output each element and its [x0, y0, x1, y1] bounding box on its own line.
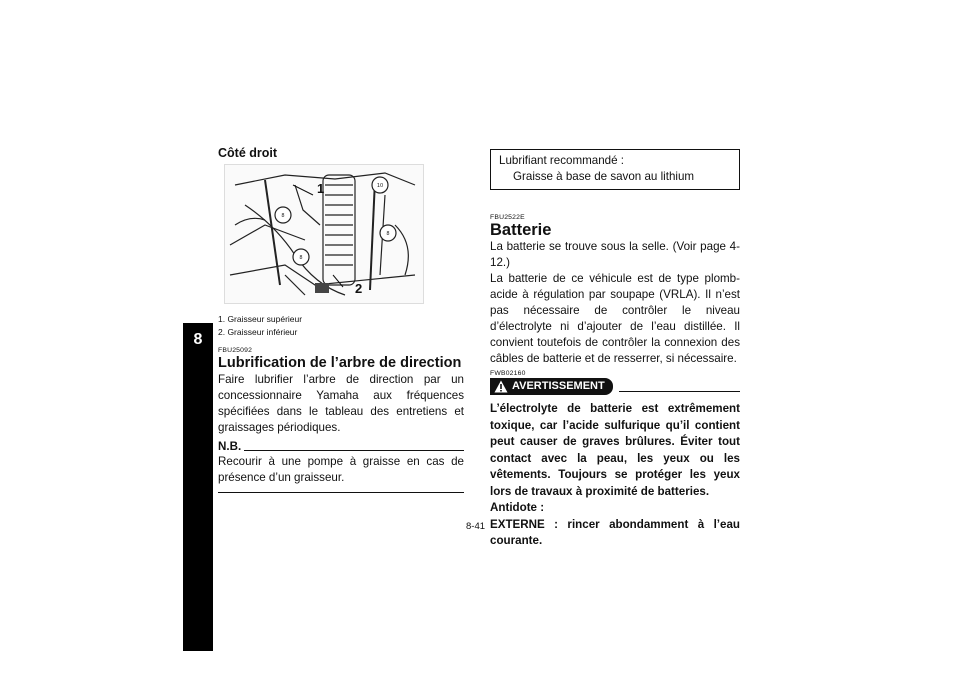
warning-rule [619, 391, 740, 392]
note-end-rule [218, 492, 464, 493]
battery-location-text: La batterie se trouve sous la selle. (Voir page 4-12.) [490, 240, 740, 269]
figure-legend [218, 313, 464, 339]
section-code: FBU25092 [218, 347, 253, 354]
warning-text: L’électrolyte de batterie est extrêmement toxique, car l’acide sulfurique qu’il contient peut causer de graves brûlures. Éviter tout contact avec la peau, les yeux ou les vêtements. Toujours se protéger les yeux lors de travaux à proximité de batteries. [490, 402, 740, 498]
lubricant-value: Graisse à base de savon au lithium [513, 170, 695, 183]
note-text: Recourir à une pompe à graisse en cas de présence d’un graisseur. [218, 455, 464, 484]
svg-text:8: 8 [386, 231, 390, 237]
section-title: Lubrification de l’arbre de direction [218, 355, 462, 371]
section-code: FBU2522E [490, 214, 525, 221]
lubricant-label: Lubrifiant recommandé : [499, 154, 625, 167]
svg-text:8: 8 [281, 213, 285, 219]
warning-code: FWB02160 [490, 370, 526, 377]
svg-text:8: 8 [299, 255, 303, 261]
lubricant-box [490, 149, 740, 190]
note-header [218, 440, 464, 454]
callout-2: 2 [355, 281, 363, 296]
warning-label: AVERTISSEMENT [512, 380, 605, 392]
warning-header [490, 378, 740, 395]
antidote-text: EXTERNE : rincer abondamment à l’eau courante. [490, 517, 740, 547]
figure-caption: Côté droit [218, 146, 278, 160]
section-body: Faire lubrifier l’arbre de direction par un concessionnaire Yamaha aux fréquences spécifiées dans le tableau des entretiens et graissages périodiques. [218, 373, 464, 434]
note-rule [244, 450, 464, 451]
svg-text:10: 10 [376, 183, 384, 189]
page-number: 8-41 [466, 521, 486, 532]
right-column [490, 140, 740, 550]
legend-item: 2. Graisseur inférieur [218, 327, 298, 337]
steering-grease-fittings-illustration [224, 164, 424, 304]
section-title: Batterie [490, 221, 552, 239]
warning-triangle-icon [494, 380, 508, 393]
antidote-label: Antidote : [490, 501, 545, 514]
note-label: N.B. [218, 440, 242, 453]
battery-type-text: La batterie de ce véhicule est de type plomb-acide à régulation par soupape (VRLA). Il n’est pas nécessaire de contrôler le niveau d’électrolyte ni d’ajouter de l’eau distillée. Il convient toutefois de contrôler la connexion des câbles de batterie et de resserrer, si nécessaire. [490, 272, 740, 365]
legend-item: 1. Graisseur supérieur [218, 314, 303, 324]
warning-badge [490, 378, 613, 395]
left-column [218, 140, 464, 493]
chapter-tab: 8 [183, 323, 213, 651]
callout-1: 1 [317, 181, 325, 196]
